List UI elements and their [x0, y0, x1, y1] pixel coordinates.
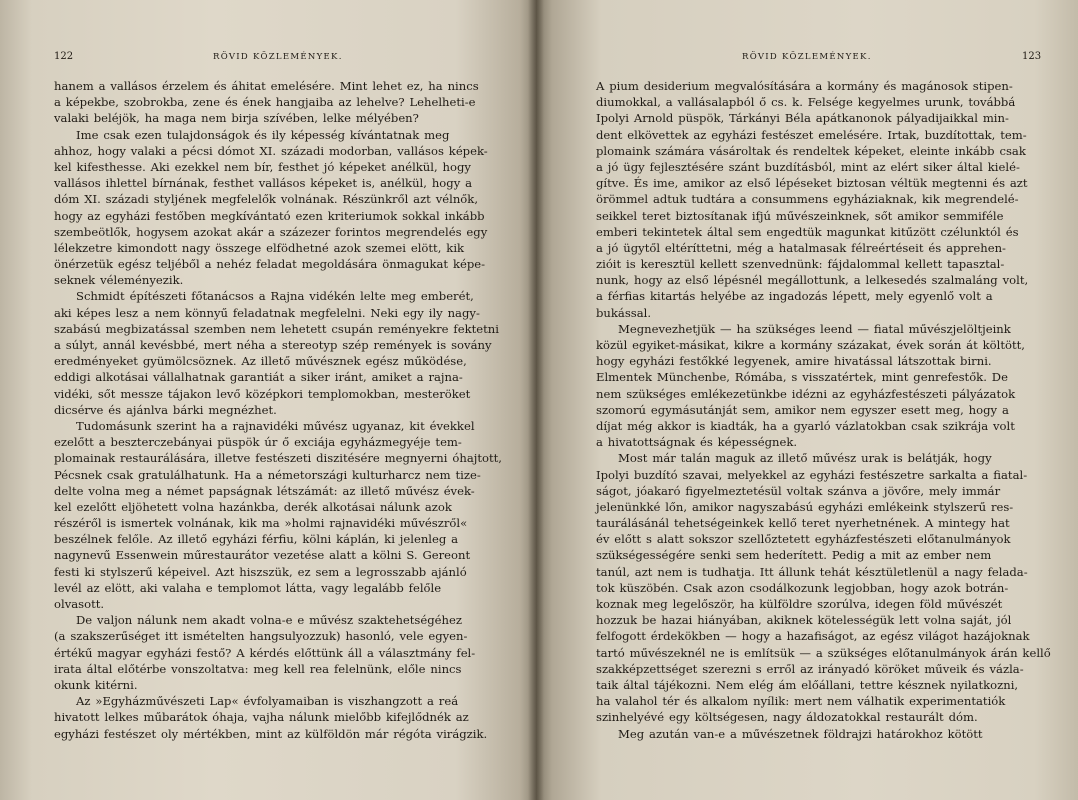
- text-line: önérzetük egész teljéből a nehéz feladat megoldására önmagukat képe-: [54, 257, 486, 272]
- binding-gutter: [528, 0, 544, 800]
- text-line: beszélnek felőle. Az illető egyházi férfiu, kölni káplán, ki jelenleg a: [54, 532, 459, 547]
- text-line: Pécsnek csak gratulálhatunk. Ha a németországi kulturharcz nem tize-: [54, 467, 481, 482]
- text-line: a férfias kitartás helyébe az ingadozás lépett, mely egyenlő volt a: [596, 289, 993, 304]
- text-line: dent elkövettek az egyházi festészet emelésére. Irtak, buzdítottak, tem-: [596, 127, 1027, 142]
- text-line: szabású megbizatással szemben nem lehetett csupán reményekre fektetni: [54, 321, 499, 336]
- text-line: aki képes lesz a nem könnyű feladatnak megfelelni. Neki egy ily nagy-: [54, 305, 480, 320]
- text-line: delte volna meg a német papságnak létszámát: az illető művész évek-: [54, 483, 475, 498]
- text-line: Ime csak ezen tulajdonságok és ily képesség kívántatnak meg: [76, 127, 450, 142]
- running-head: RÖVID KÖZLEMÉNYEK.: [742, 52, 872, 62]
- text-line: dicsérve és ajánlva bárki megnézhet.: [54, 402, 277, 417]
- text-line: gítve. És ime, amikor az első lépéseket biztosan véltük megtenni és azt: [596, 176, 1028, 191]
- text-line: ahhoz, hogy valaki a pécsi dómot XI. századi modorban, vallásos képek-: [54, 143, 488, 158]
- text-line: Ipolyi Arnold püspök, Tárkányi Béla apátkanonok pályadijaikkal min-: [596, 111, 1009, 126]
- text-line: tanúl, azt nem is tudhatja. Itt állunk tehát késztületlenül a nagy felada-: [596, 564, 1028, 579]
- text-line: levél az elött, aki valaha e templomot látta, vagy legalább felőle: [54, 580, 442, 595]
- text-line: Most már talán maguk az illető művész urak is belátják, hogy: [618, 451, 992, 466]
- body-text: [54, 78, 502, 742]
- text-line: lélekzetre kimondott nagy összege elfödhetné azok szemei elött, kik: [54, 240, 465, 255]
- text-line: hogy az egyházi festőben megkívántató ezen kriteriumok sokkal inkább: [54, 208, 485, 223]
- text-line: részéről is ismertek volnának, kik ma »holmi rajnavidéki művészről«: [54, 516, 468, 531]
- text-line: közül egyiket-másikat, kikre a kormány százakat, évek során át költött,: [596, 338, 1025, 352]
- text-line: kel kifesthesse. Aki ezekkel nem bír, festhet jó képeket anélkül, hogy: [54, 159, 471, 174]
- text-line: (a szakszerűséget itt ismételten hangsulyozzuk) hasonló, vele egyen-: [54, 629, 468, 644]
- text-line: Tudomásunk szerint ha a rajnavidéki művész ugyanaz, kit évekkel: [76, 418, 475, 433]
- text-line: a jó ügytől eltéríttetni, még a hatalmasak félreértéseit és apprehen-: [596, 240, 1006, 255]
- text-line: Schmidt építészeti főtanácsos a Rajna vidékén lelte meg emberét,: [76, 289, 474, 304]
- text-line: festi ki stylszerű képeivel. Azt hiszszük, ez sem a legrosszabb ajánló: [54, 564, 467, 579]
- text-line: seknek véleményezik.: [54, 273, 184, 288]
- text-line: hogy egyházi festőkké legyenek, amire hivatással látszottak birni.: [596, 354, 992, 369]
- text-line: De valjon nálunk nem akadt volna-e e művész szaktehetségéhez: [76, 613, 462, 628]
- text-line: a hivatottságnak és képességnek.: [596, 435, 798, 450]
- body-text: [596, 78, 1051, 742]
- page-number: 123: [1022, 51, 1042, 62]
- text-line: díjat még akkor is kiadták, ha a gyarló vázlatokban csak szikrája volt: [596, 418, 1015, 433]
- text-line: a jó ügy fejlesztésére szánt buzdításból, mint az elért siker által kielé-: [596, 159, 1020, 174]
- text-line: eredményeket gyümölcsöznek. Az illető művésznek egész működése,: [54, 354, 467, 369]
- text-line: vallásos ihlettel bírnának, festhet vallásos képeket is, anélkül, hogy a: [54, 176, 473, 191]
- text-line: szükségességére senki sem hederített. Pedig a mit az ember nem: [596, 548, 992, 563]
- text-line: bukással.: [596, 305, 652, 320]
- running-head: RÖVID KÖZLEMÉNYEK.: [213, 52, 343, 62]
- text-line: ha valahol tér és alkalom nyílik: mert nem válhatik experimentatiók: [596, 694, 1006, 709]
- text-line: hivatott lelkes műbarátok óhaja, vajha nálunk mielőbb kifejlődnék az: [54, 710, 469, 725]
- text-line: eddigi alkotásai vállalhatnak garantiát a siker iránt, amiket a rajna-: [54, 370, 463, 385]
- text-line: Megnevezhetjük — ha szükséges leend — fiatal művészjelöltjeink: [618, 321, 1011, 336]
- text-line: örömmel adtuk tudtára a consummens egyháziaknak, kik megrendelé-: [596, 192, 1019, 207]
- text-line: irata által előtérbe vonszoltatva: meg kell rea felelnünk, előle nincs: [54, 661, 462, 676]
- text-line: jelenünkké lőn, amikor nagyszabású egyházi emlékeink stylszerű res-: [596, 499, 1014, 514]
- text-line: nagynevű Essenwein műrestaurátor vezetése alatt a kölni S. Gereont: [54, 548, 471, 563]
- left-page: [0, 0, 536, 800]
- text-line: kel ezelőtt eljöhetett volna hazánkba, derék alkotásai nálunk azok: [54, 499, 452, 514]
- right-page: [536, 0, 1078, 800]
- text-line: nem szükséges emlékezetünkbe idézni az egyházfestészeti pályázatok: [596, 386, 1016, 401]
- text-line: felfogott érdekökben — hogy a hazafiságot, az egész világot hazájoknak: [596, 629, 1030, 644]
- text-line: nunk, hogy az első lépésnél megállottunk, a lelkesedés szalmaláng volt,: [596, 273, 1029, 288]
- text-line: a súlyt, annál kevésbbé, mert néha a stereotyp szép remények is sovány: [54, 338, 492, 352]
- text-line: vidéki, sőt messze tájakon levő középkori templomokban, mesteröket: [54, 386, 471, 401]
- page-number: 122: [54, 51, 74, 62]
- text-line: szembeötlők, hogysem azokat akár a százezer forintos megrendelés egy: [54, 224, 488, 239]
- text-line: szinhelyévé egy költségesen, nagy áldozatokkal restaurált dóm.: [596, 710, 978, 725]
- text-line: okunk kitérni.: [54, 677, 138, 692]
- text-line: értékű magyar egyházi festő? A kérdés előttünk áll a választmány fel-: [54, 645, 476, 660]
- text-line: emberi tekintetek által sem engedtük magunkat kitűzött czélunktól és: [596, 224, 1019, 239]
- text-line: ezelőtt a beszterczebányai püspök úr ő exciája egyházmegyéje tem-: [54, 435, 462, 450]
- text-line: hanem a vallásos érzelem és áhitat emelésére. Mint lehet ez, ha nincs: [54, 79, 479, 93]
- text-line: taurálásánál tehetségeinkek kellő teret nyerhetnének. A mintegy hat: [596, 516, 1010, 531]
- text-line: tok küszöbén. Csak azon csodálkozunk legjobban, hogy azok botrán-: [596, 580, 1009, 595]
- text-line: A pium desiderium megvalósítására a kormány és magánosok stipen-: [596, 79, 1013, 93]
- text-line: taik által tájékozni. Nem elég ám előállani, tettre késznek nyilatkozni,: [596, 677, 1019, 692]
- text-line: koznak meg legelőször, ha külföldre szorúlva, idegen föld művészét: [596, 597, 1003, 611]
- text-line: zióit is keresztül kellett szenvednünk: fájdalommal kellett tapasztal-: [596, 257, 1005, 272]
- text-line: valaki beléjök, ha maga nem birja szívében, lelke mélyében?: [54, 111, 419, 126]
- text-line: Elmentek Münchenbe, Rómába, s visszatértek, mint genrefestők. De: [596, 370, 1008, 385]
- text-line: a képekbe, szobrokba, zene és ének hangjaiba az lehelve? Lehelheti-e: [54, 95, 476, 110]
- text-line: Meg azután van-e a művészetnek földrajzi határokhoz kötött: [618, 726, 983, 741]
- text-line: seikkel teret biztosítanak ifjú művészeinknek, sőt amikor semmiféle: [596, 208, 1004, 223]
- text-line: Az »Egyházművészeti Lap« évfolyamaiban is viszhangzott a reá: [76, 694, 459, 709]
- text-line: plomainak restaurálására, illetve festészeti diszitésére megnyerni óhajtott,: [54, 451, 502, 466]
- text-line: hozzuk be hazai hiányában, akiknek kötelességük lett volna saját, jól: [596, 613, 1012, 628]
- text-line: ságot, jóakaró figyelmeztetésül voltak szánva a jövőre, mely immár: [596, 483, 1001, 498]
- text-line: diumokkal, a vallásalapból ő cs. k. Felsége kegyelmes urunk, továbbá: [596, 95, 1016, 110]
- text-line: szomorú egymásutánját sem, amikor nem egyszer esett meg, hogy a: [596, 402, 1009, 417]
- text-line: szakképzettséget szerezni s erről az irányadó köröket műveik és vázla-: [596, 661, 1024, 676]
- text-line: Ipolyi buzdító szavai, melyekkel az egyházi festészetre sarkalta a fiatal-: [596, 467, 1028, 482]
- text-line: egyházi festészet oly mértékben, mint az külföldön már régóta virágzik.: [54, 726, 488, 741]
- text-line: év előtt s alatt sokszor szellőztetett egyházfestészeti előtanulmányok: [596, 532, 1011, 547]
- text-line: tartó művészeknél ne is említsük — a szükséges előtanulmányok árán kellő: [596, 645, 1051, 660]
- text-line: olvasott.: [54, 597, 105, 611]
- text-line: plomaink számára vásároltak és rendeltek képeket, eleinte inkább csak: [596, 143, 1026, 158]
- text-line: dóm XI. századi styljének megfelelők volnának. Részünkről azt vélnők,: [54, 192, 479, 207]
